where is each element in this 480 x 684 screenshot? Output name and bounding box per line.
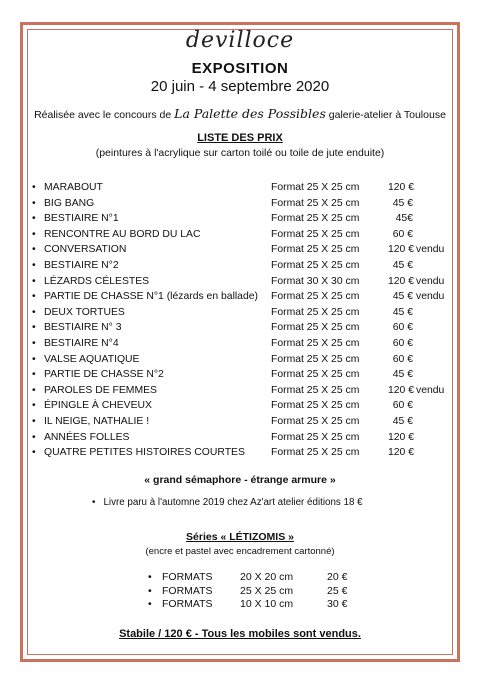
bullet-icon: • [148,584,152,597]
artwork-status: vendu [416,291,445,303]
exhibition-title: EXPOSITION [191,60,289,77]
book-title: « grand sémaphore - étrange armure » [144,474,336,486]
artist-logo: devilloce [185,28,295,53]
artwork-price: 45 € [392,259,413,271]
artwork-format: Format 25 X 25 cm [271,228,360,240]
artwork-price: 120 € [388,244,415,256]
series-title: Séries « LÉTIZOMIS » [186,531,294,543]
bullet-icon: • [32,384,36,396]
artwork-title: LÉZARDS CÉLESTES [44,275,150,287]
stabile-footer: Stabile / 120 € - Tous les mobiles sont vendus. [119,628,361,640]
artwork-price: 45 € [392,369,413,381]
format-row [0,597,480,611]
list-item [0,274,480,290]
artwork-title: PAROLES DE FEMMES [44,384,157,396]
artwork-price: 120 € [388,447,415,459]
artwork-price: 120 € [388,431,415,443]
format-price: 20 € [327,571,348,583]
artwork-format: Format 25 X 25 cm [271,384,360,396]
artwork-title: BESTIAIRE N°1 [44,213,119,225]
format-size: 20 X 20 cm [240,571,294,583]
bullet-icon: • [92,497,96,508]
artwork-format: Format 25 X 25 cm [271,400,360,412]
artwork-title: PARTIE DE CHASSE N°1 (lézards en ballade) [44,291,258,303]
price-list-note: (peintures à l'acrylique sur carton toilé ou toile de jute enduite) [95,147,385,159]
list-item [0,398,480,414]
artwork-title: BESTIAIRE N°4 [44,337,119,349]
artwork-price: 45 € [392,291,413,303]
artwork-price: 45 € [392,306,413,318]
artwork-format: Format 25 X 25 cm [271,415,360,427]
format-label: FORMATS [162,571,213,583]
bullet-icon: • [32,291,36,303]
list-item [0,367,480,383]
artwork-format: Format 30 X 30 cm [271,275,360,287]
list-item [0,242,480,258]
artwork-title: BIG BANG [44,197,95,209]
format-row [0,584,480,598]
list-item [0,196,480,212]
artwork-price: 60 € [392,400,413,412]
artwork-format: Format 25 X 25 cm [271,197,360,209]
format-label: FORMATS [162,598,213,610]
artwork-title: RENCONTRE AU BORD DU LAC [44,228,201,240]
artwork-title: VALSE AQUATIQUE [44,353,140,365]
list-item [0,352,480,368]
artwork-title: BESTIAIRE N°2 [44,259,119,271]
artwork-format: Format 25 X 25 cm [271,259,360,271]
artwork-title: IL NEIGE, NATHALIE ! [44,415,150,427]
list-item [0,320,480,336]
artwork-format: Format 25 X 25 cm [271,369,360,381]
artwork-format: Format 25 X 25 cm [271,244,360,256]
artwork-price: 120 € [388,275,415,287]
artwork-price: 60 € [392,322,413,334]
artwork-price: 60 € [392,337,413,349]
bullet-icon: • [148,571,152,583]
artwork-format: Format 25 X 25 cm [271,322,360,334]
series-note: (encre et pastel avec encadrement cartonné) [145,546,335,557]
list-item [0,227,480,243]
format-price: 25 € [327,584,348,597]
format-price: 30 € [327,598,348,610]
exhibition-dates: 20 juin - 4 septembre 2020 [150,78,330,95]
list-item [0,430,480,446]
bullet-icon: • [32,197,36,209]
artwork-price: 60 € [392,353,413,365]
artwork-status: vendu [416,275,445,287]
list-item [0,414,480,430]
bullet-icon: • [148,598,152,610]
artwork-price: 120 € [388,384,415,396]
artwork-price: 120 € [388,182,415,193]
list-item [0,445,480,461]
artwork-format: Format 25 X 25 cm [271,213,360,225]
list-item [0,211,480,227]
bullet-icon: • [32,306,36,318]
exhibition-subtitle [0,106,480,121]
list-item [0,383,480,399]
bullet-icon: • [32,322,36,334]
artwork-price: 60 € [392,228,413,240]
format-label: FORMATS [162,584,213,597]
artwork-title: CONVERSATION [44,244,127,256]
bullet-icon: • [32,353,36,365]
bullet-icon: • [32,275,36,287]
list-item [0,180,480,196]
bullet-icon: • [32,400,36,412]
list-item [0,289,480,305]
artwork-title: ÉPINGLE À CHEVEUX [44,400,152,412]
price-list [0,180,480,461]
list-item [0,305,480,321]
bullet-icon: • [32,228,36,240]
format-size: 10 X 10 cm [240,598,294,610]
artwork-title: DEUX TORTUES [44,306,125,318]
bullet-icon: • [32,244,36,256]
list-item [0,336,480,352]
subtitle-before: Réalisée avec le concours de [34,109,172,121]
bullet-icon: • [32,213,36,225]
price-list-title: LISTE DES PRIX [197,132,283,144]
artwork-format: Format 25 X 25 cm [271,353,360,365]
artwork-format: Format 25 X 25 cm [271,337,360,349]
artwork-title: BESTIAIRE N° 3 [44,322,122,334]
book-note-text: Livre paru à l'automne 2019 chez Az'art atelier éditions 18 € [103,497,363,508]
format-size: 25 X 25 cm [240,584,294,597]
artwork-status: vendu [416,244,445,256]
subtitle-after: galerie-atelier à Toulouse [328,109,446,121]
artwork-price: 45 € [392,197,413,209]
gallery-name: La Palette des Possibles [174,106,326,121]
bullet-icon: • [32,447,36,459]
artwork-title: ANNÉES FOLLES [44,431,130,443]
artwork-price: 45€ [395,213,413,225]
artwork-format: Format 25 X 25 cm [271,431,360,443]
artwork-format: Format 25 X 25 cm [271,447,360,459]
artwork-title: MARABOUT [44,182,103,193]
list-item [0,258,480,274]
bullet-icon: • [32,259,36,271]
artwork-status: vendu [416,384,445,396]
artwork-title: QUATRE PETITES HISTOIRES COURTES [44,447,245,459]
bullet-icon: • [32,415,36,427]
format-row [0,570,480,584]
bullet-icon: • [32,182,36,193]
bullet-icon: • [32,431,36,443]
artwork-format: Format 25 X 25 cm [271,182,360,193]
bullet-icon: • [32,369,36,381]
artwork-format: Format 25 X 25 cm [271,291,360,303]
artwork-price: 45 € [392,415,413,427]
artwork-format: Format 25 X 25 cm [271,306,360,318]
artwork-title: PARTIE DE CHASSE N°2 [44,369,164,381]
book-note [92,497,363,508]
bullet-icon: • [32,337,36,349]
